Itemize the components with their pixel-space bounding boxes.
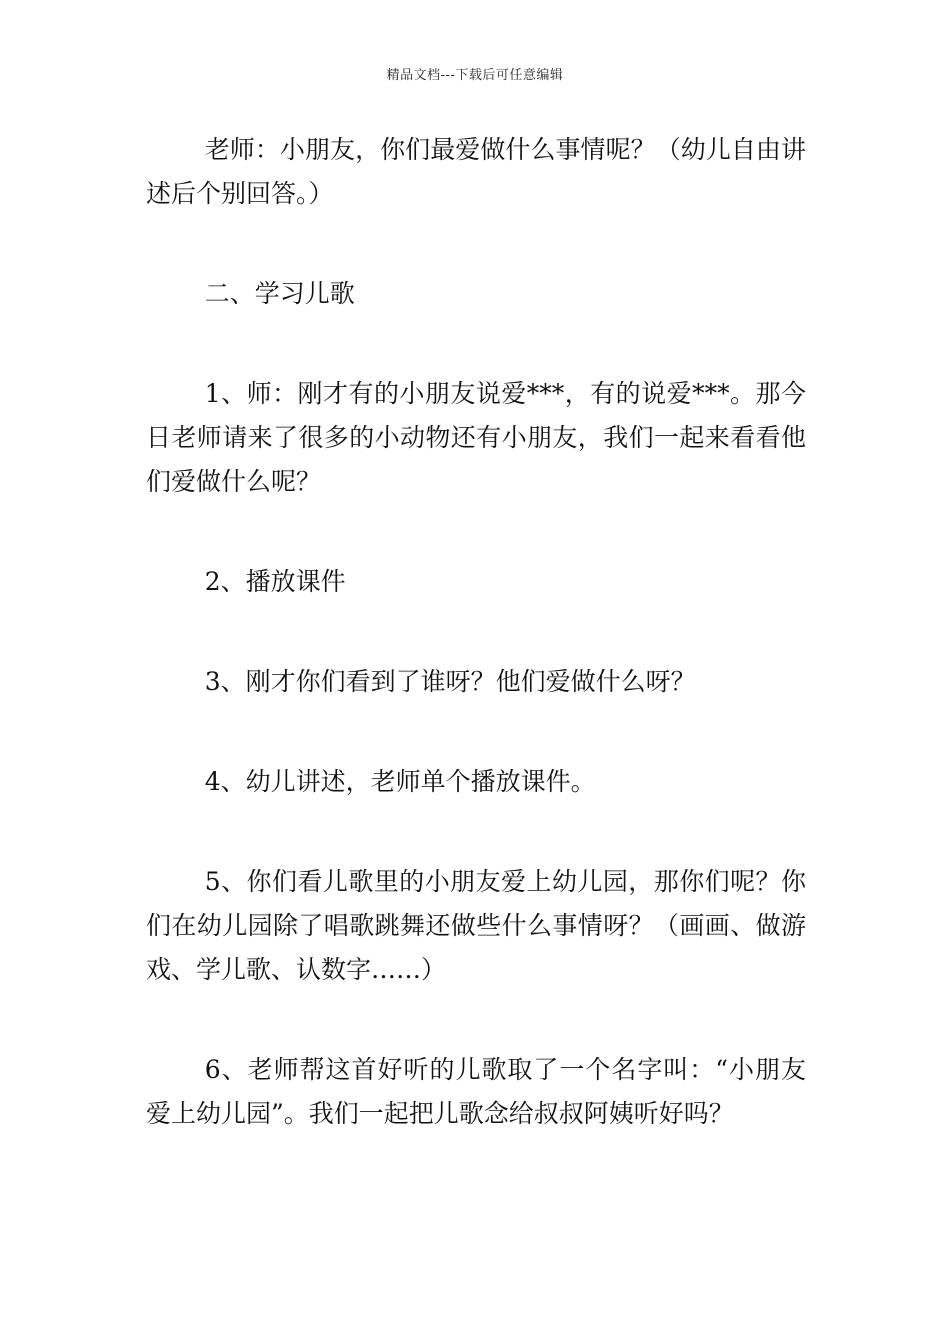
paragraph-step-4: 4、幼儿讲述，老师单个播放课件。 (204, 767, 596, 796)
paragraph-step-1: 1、师：刚才有的小朋友说爱***，有的说爱***。那今日老师请来了很多的小动物还有小朋友，我们一起来看看他们爱做什么呢？ (146, 379, 806, 496)
paragraph-step-6: 6、老师帮这首好听的儿歌取了一个名字叫：“小朋友爱上幼儿园”。我们一起把儿歌念给叔叔阿姨听好吗？ (146, 1055, 806, 1128)
section-heading-learn-song: 二、学习儿歌 (204, 279, 355, 308)
page-header: 精品文档---下载后可任意编辑 (386, 68, 564, 83)
paragraph-step-5: 5、你们看儿歌里的小朋友爱上幼儿园，那你们呢？你们在幼儿园除了唱歌跳舞还做些什么事情呀？（画画、做游戏、学儿歌、认数字……） (146, 867, 806, 984)
paragraph-step-2: 2、播放课件 (204, 567, 346, 596)
paragraph-step-3: 3、刚才你们看到了谁呀？他们爱做什么呀？ (204, 667, 696, 696)
paragraph-teacher-question: 老师：小朋友，你们最爱做什么事情呢？（幼儿自由讲述后个别回答。） (146, 135, 806, 208)
document-body (146, 128, 806, 1192)
